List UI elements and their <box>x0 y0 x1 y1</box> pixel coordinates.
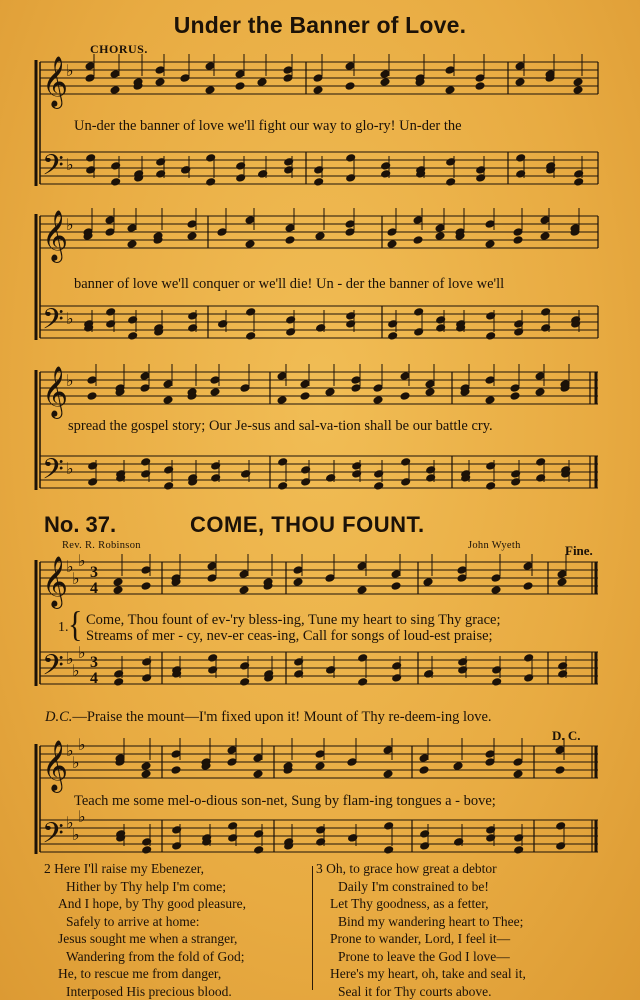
bass-staff-4 <box>40 652 598 684</box>
dc-text: —Praise the mount—I'm fixed upon it! Mount of Thy re-deem-ing love. <box>72 709 492 725</box>
note-head <box>240 384 250 393</box>
verse-3-line: Seal it for Thy courts above. <box>338 983 492 999</box>
verse-2-line: Jesus sought me when a stranger, <box>58 931 238 946</box>
note-head <box>187 220 197 229</box>
svg-text:♭: ♭ <box>66 459 74 478</box>
note-head <box>246 332 256 341</box>
svg-text:♭: ♭ <box>66 309 74 328</box>
note-head <box>113 586 123 595</box>
note-head <box>535 388 545 397</box>
svg-text:𝄞: 𝄞 <box>42 210 69 261</box>
note-head <box>155 66 165 75</box>
svg-text:♭: ♭ <box>72 753 80 772</box>
treble-staff-4 <box>40 562 598 594</box>
fine-mark: Fine. <box>565 543 593 558</box>
svg-text:♭: ♭ <box>72 661 80 680</box>
note-head <box>111 178 121 187</box>
note-head <box>373 384 383 393</box>
verse-2 <box>44 860 246 1000</box>
note-head <box>140 384 150 393</box>
stanza-line-1: Come, Thou fount of ev-'ry bless-ing, Tune my heart to sing Thy grace; <box>86 612 501 628</box>
hymn-number: No. 37. <box>44 512 117 537</box>
note-head <box>535 372 545 381</box>
svg-text:♭: ♭ <box>78 551 86 570</box>
note-head <box>523 562 533 571</box>
note-head <box>285 236 295 245</box>
note-head <box>300 380 310 389</box>
note-head <box>485 220 495 229</box>
note-head <box>510 384 520 393</box>
composer-credit: John Wyeth <box>468 540 521 551</box>
note-head <box>387 228 397 237</box>
note-head <box>485 758 495 767</box>
note-head <box>513 228 523 237</box>
note-head <box>357 586 367 595</box>
svg-text:𝄢: 𝄢 <box>42 303 64 343</box>
note-head <box>205 62 215 71</box>
note-head <box>142 846 152 855</box>
note-head <box>457 574 467 583</box>
song-title: Under the Banner of Love. <box>173 12 467 38</box>
note-head <box>345 220 355 229</box>
lyric-line-2: banner of love we'll conquer or we'll die! Un - der the banner of love we'll <box>74 276 505 292</box>
verse-3-line: Here's my heart, oh, take and seal it, <box>330 966 526 981</box>
svg-text:♭: ♭ <box>72 569 80 588</box>
note-head <box>180 74 190 83</box>
note-head <box>419 766 429 775</box>
note-head <box>515 78 525 87</box>
dc-prefix: D.C. <box>45 709 73 725</box>
note-head <box>163 396 173 405</box>
note-head <box>486 482 496 491</box>
note-head <box>557 570 567 579</box>
note-head <box>555 766 565 775</box>
verse-3-line: Prone to wander, Lord, I feel it— <box>330 931 511 946</box>
note-head <box>105 216 115 225</box>
note-head <box>164 482 174 491</box>
svg-text:♭: ♭ <box>66 371 74 390</box>
note-head <box>513 770 523 779</box>
note-head <box>523 582 533 591</box>
note-head <box>435 232 445 241</box>
note-head <box>425 388 435 397</box>
note-head <box>205 86 215 95</box>
note-head <box>374 482 384 491</box>
note-head <box>485 750 495 759</box>
note-head <box>245 216 255 225</box>
note-head <box>380 70 390 79</box>
note-head <box>491 574 501 583</box>
note-head <box>475 82 485 91</box>
note-head <box>227 758 237 767</box>
note-head <box>555 746 565 755</box>
note-head <box>485 396 495 405</box>
note-head <box>207 574 217 583</box>
note-head <box>574 178 584 187</box>
note-head <box>314 178 324 187</box>
svg-text:♭: ♭ <box>66 215 74 234</box>
note-head <box>278 482 288 491</box>
note-head <box>384 846 394 855</box>
note-head <box>239 586 249 595</box>
verse-3-line: Daily I'm constrained to be! <box>338 878 489 894</box>
stanza-brace: { <box>68 604 83 645</box>
note-head <box>383 746 393 755</box>
note-head <box>253 770 263 779</box>
note-head <box>127 224 137 233</box>
key-signature-flats <box>66 61 86 844</box>
note-head <box>141 566 151 575</box>
svg-text:4: 4 <box>90 670 98 687</box>
note-head <box>140 372 150 381</box>
note-head <box>513 758 523 767</box>
note-head <box>253 754 263 763</box>
note-head <box>358 678 368 687</box>
note-head <box>163 380 173 389</box>
svg-text:𝄢: 𝄢 <box>42 817 64 857</box>
note-head <box>245 240 255 249</box>
note-head <box>391 582 401 591</box>
svg-text:♭: ♭ <box>66 741 74 760</box>
note-head <box>187 232 197 241</box>
note-head <box>510 392 520 401</box>
note-head <box>400 392 410 401</box>
svg-text:3: 3 <box>90 564 98 581</box>
note-head <box>313 86 323 95</box>
note-head <box>113 578 123 587</box>
dc-lyric-line <box>45 709 492 726</box>
note-head <box>573 86 583 95</box>
verse-3-line: Let Thy goodness, as a fetter, <box>330 896 489 911</box>
note-head <box>325 574 335 583</box>
note-head <box>445 86 455 95</box>
verse-2-line: Wandering from the fold of God; <box>66 948 245 964</box>
svg-text:𝄞: 𝄞 <box>42 556 69 607</box>
note-head <box>315 750 325 759</box>
note-head <box>485 240 495 249</box>
note-head <box>283 66 293 75</box>
note-head <box>515 62 525 71</box>
note-head <box>171 750 181 759</box>
note-head <box>127 240 137 249</box>
note-head <box>345 228 355 237</box>
note-head <box>254 846 264 855</box>
note-head <box>357 562 367 571</box>
note-head <box>435 224 445 233</box>
note-head <box>391 570 401 579</box>
verse-2-line: And I hope, by Thy good pleasure, <box>58 896 246 911</box>
bar-lines <box>162 62 598 852</box>
note-head <box>300 392 310 401</box>
note-head <box>283 74 293 83</box>
svg-text:𝄞: 𝄞 <box>42 56 69 107</box>
note-head <box>347 758 357 767</box>
stanza-line-3: Teach me some mel-o-dious son-net, Sung by flam-ing tongues a - bove; <box>74 793 496 809</box>
system-brackets <box>36 60 40 854</box>
note-head <box>453 762 463 771</box>
lyric-line-3: spread the gospel story; Our Je-sus and sal-va-tion shall be our battle cry. <box>68 418 493 434</box>
svg-text:♭: ♭ <box>66 61 74 80</box>
note-head <box>485 376 495 385</box>
note-head <box>573 78 583 87</box>
note-head <box>373 396 383 405</box>
note-head <box>285 224 295 233</box>
author-credit: Rev. R. Robinson <box>62 540 141 551</box>
verse-3-line: 3 Oh, to grace how great a debtor <box>316 861 497 876</box>
stanza-line-2: Streams of mer - cy, nev-er ceas-ing, Call for songs of loud-est praise; <box>86 628 493 644</box>
svg-text:𝄞: 𝄞 <box>42 366 69 417</box>
note-head <box>540 216 550 225</box>
note-head <box>325 388 335 397</box>
note-head <box>557 578 567 587</box>
note-head <box>128 332 138 341</box>
verse-2-line: Safely to arrive at home: <box>66 913 200 929</box>
svg-text:3: 3 <box>90 654 98 671</box>
svg-text:♭: ♭ <box>72 825 80 844</box>
note-head <box>85 62 95 71</box>
note-head <box>239 570 249 579</box>
svg-text:♭: ♭ <box>66 649 74 668</box>
note-head <box>400 372 410 381</box>
column-divider <box>312 866 313 990</box>
note-head <box>293 578 303 587</box>
note-head <box>114 678 124 687</box>
svg-text:♭: ♭ <box>78 807 86 826</box>
note-head <box>293 566 303 575</box>
verse-3 <box>316 860 526 1000</box>
note-head <box>413 216 423 225</box>
note-head <box>540 232 550 241</box>
note-head <box>388 332 398 341</box>
note-head <box>457 566 467 575</box>
note-head <box>240 678 250 687</box>
chorus-label: CHORUS. <box>90 42 148 56</box>
note-head <box>87 392 97 401</box>
note-head <box>210 388 220 397</box>
note-head <box>87 376 97 385</box>
note-head <box>413 236 423 245</box>
note-head <box>383 770 393 779</box>
note-head <box>105 228 115 237</box>
note-head <box>85 74 95 83</box>
note-head <box>491 586 501 595</box>
note-head <box>514 846 524 855</box>
svg-text:4: 4 <box>90 580 98 597</box>
svg-text:♭: ♭ <box>66 813 74 832</box>
note-head <box>315 762 325 771</box>
dc-mark: D. C. <box>552 728 581 743</box>
note-head <box>277 372 287 381</box>
stanza-number: 1. <box>58 620 69 635</box>
note-head <box>513 236 523 245</box>
note-head <box>313 74 323 83</box>
note-head <box>141 582 151 591</box>
verse-3-line: Prone to leave the God I love— <box>338 948 510 964</box>
note-head <box>110 70 120 79</box>
note-head <box>425 380 435 389</box>
note-head <box>419 754 429 763</box>
verse-2-line: Hither by Thy help I'm come; <box>66 878 227 894</box>
svg-text:♭: ♭ <box>66 557 74 576</box>
note-head <box>475 74 485 83</box>
note-head <box>345 62 355 71</box>
note-head <box>446 178 456 187</box>
note-head <box>380 78 390 87</box>
svg-text:𝄢: 𝄢 <box>42 649 64 689</box>
svg-text:𝄞: 𝄞 <box>42 740 69 791</box>
note-head <box>110 86 120 95</box>
verse-3-line: Bind my wandering heart to Thee; <box>338 913 524 929</box>
note-head <box>171 766 181 775</box>
note-head <box>423 578 433 587</box>
note-head <box>387 240 397 249</box>
note-head <box>210 376 220 385</box>
note-head <box>227 746 237 755</box>
verse-2-line: 2 Here I'll raise my Ebenezer, <box>44 861 205 876</box>
note-head <box>486 332 496 341</box>
svg-text:♭: ♭ <box>66 155 74 174</box>
svg-text:♭: ♭ <box>78 643 86 662</box>
note-head <box>206 178 216 187</box>
note-head <box>141 762 151 771</box>
note-head <box>141 770 151 779</box>
svg-text:𝄢: 𝄢 <box>42 149 64 189</box>
note-head <box>257 78 267 87</box>
verse-2-line: He, to rescue me from danger, <box>58 966 222 981</box>
note-head <box>351 376 361 385</box>
hymn-title: COME, THOU FOUNT. <box>190 512 425 537</box>
note-head <box>155 78 165 87</box>
note-head <box>315 232 325 241</box>
svg-text:♭: ♭ <box>78 735 86 754</box>
note-head <box>217 228 227 237</box>
note-head <box>345 82 355 91</box>
note-head <box>235 70 245 79</box>
lyric-line-1: Un-der the banner of love we'll fight our way to glo-ry! Un-der the <box>74 118 462 134</box>
note-head <box>207 562 217 571</box>
note-head <box>235 82 245 91</box>
svg-text:𝄢: 𝄢 <box>42 453 64 493</box>
note-head <box>351 384 361 393</box>
note-head <box>492 678 502 687</box>
note-head <box>445 66 455 75</box>
note-head <box>277 396 287 405</box>
verse-2-line: Interposed His precious blood. <box>66 983 232 999</box>
